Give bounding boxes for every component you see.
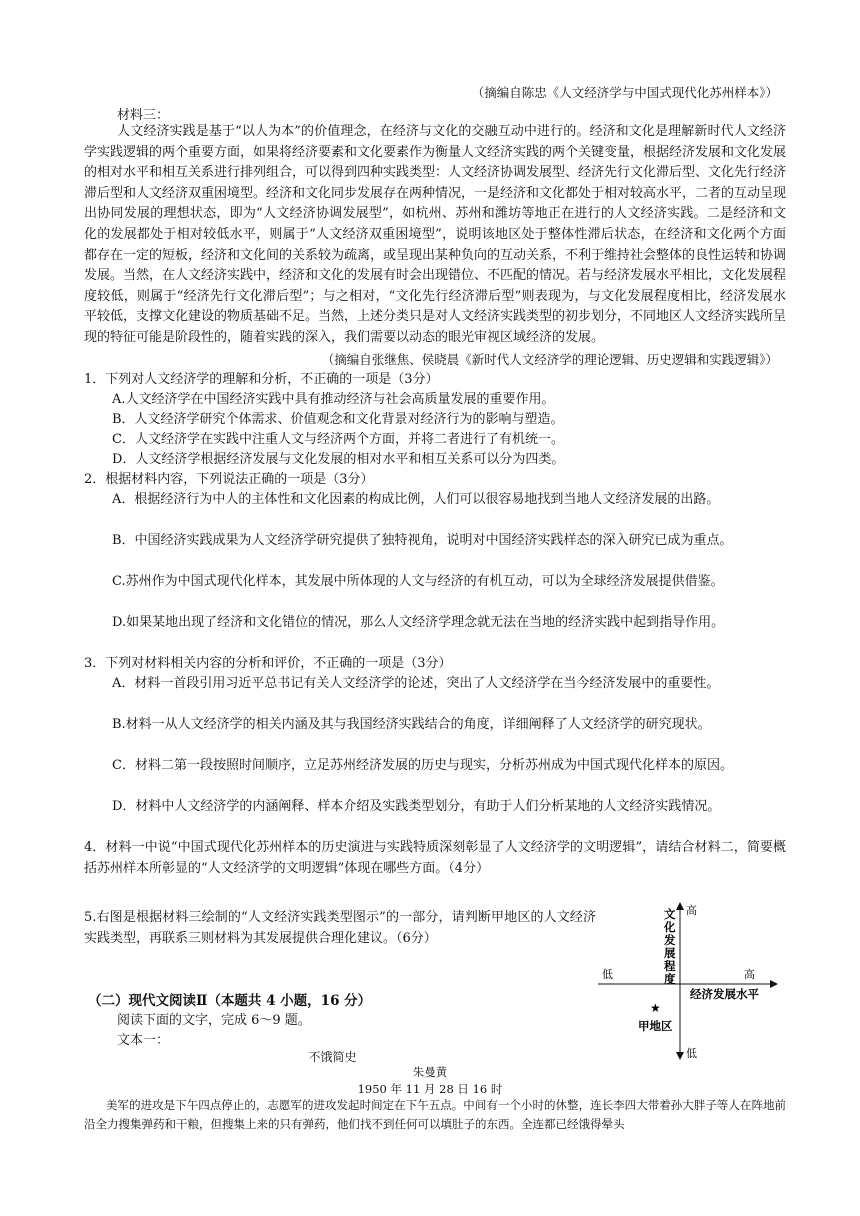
region-jia-label: 甲地区 [638,1019,673,1033]
practice-type-diagram [598,900,778,1062]
question-2-option-b: B．中国经济实践成果为人文经济学研究提供了独特视角，说明对中国经济实践样态的深入研究已成为重点。 [112,533,733,548]
question-3-option-d: D．材料中人文经济学的内涵阐释、样本介绍及实践类型划分，有助于人们分析某地的人文经济实践情况。 [112,799,721,814]
question-3-option-a: A．材料一首段引用习近平总书记有关人文经济学的论述，突出了人文经济学在当今经济发展中的重要性。 [112,676,720,691]
section-2-heading: （二）现代文阅读Ⅱ（本题共 4 小题，16 分） [88,993,372,1009]
story-title: 不饿简史 [308,1050,357,1064]
y-axis-label: 文化发展程度 [664,907,676,986]
material3-heading: 材料三： [117,108,170,123]
material3-paragraph [84,122,786,349]
x-axis-low-label: 低 [602,968,613,981]
y-axis-high-label: 高 [686,904,697,917]
text-one-label: 文本一： [117,1033,170,1048]
question-4-stem: 4．材料一中说“中国式现代化苏州样本的历史演进与实践特质深刻彰显了人文经济学的文明逻辑”，请结合材料二，简要概括苏州样本所彰显的“人文经济学的文明逻辑”体现在哪些方面。（4分） [84,840,786,876]
story-date: 1950 年 11 月 28 日 16 时 [357,1082,503,1096]
question-3-option-b: B.材料一从人文经济学的相关内涵及其与我国经济实践结合的角度，详细阐释了人文经济学的研究现状。 [112,717,711,732]
x-axis-high-label: 高 [744,968,755,981]
region-jia-marker: ★ [650,1001,661,1015]
question-5-stem: 5.右图是根据材料三绘制的“人文经济实践类型图示”的一部分，请判断甲地区的人文经济实践类型，再联系三则材料为其发展提供合理化建议。（6分） [84,910,596,946]
x-axis-label: 经济发展水平 [690,987,759,1001]
question-2-stem: 2．根据材料内容，下列说法正确的一项是（3分） [84,472,374,487]
question-2-option-a: A．根据经济行为中人的主体性和文化因素的构成比例，人们可以很容易地找到当地人文经济发展的出路。 [112,492,720,507]
question-1-option-c: C．人文经济学在实践中注重人文与经济两个方面，并将二者进行了有机统一。 [112,432,564,447]
question-3-option-c: C．材料二第一段按照时间顺序，立足苏州经济发展的历史与现实，分析苏州成为中国式现代化样本的原因。 [112,758,733,773]
question-2-option-d: D.如果某地出现了经济和文化错位的情况，那么人文经济学理念就无法在当地的经济实践中起到指导作用。 [112,615,725,630]
source-citation-1: （摘编自陈忠《人文经济学与中国式现代化苏州样本》） [471,85,778,100]
story-paragraph [84,1096,786,1134]
story-body: 美军的进攻是下午四点停止的，志愿军的进攻发起时间定在下午五点。中间有一个小时的休整，连长李四大带着孙大胖子等人在阵地前沿全力搜集弹药和干粮，但搜集上来的只有弹药，他们找不到任何可以填肚子的东西。全连都已经饿得晕头 [84,1098,786,1131]
question-1-option-d: D．人文经济学根据经济发展与文化发展的相对水平和相互关系可以分为四类。 [112,452,565,467]
question-1-stem: 1．下列对人文经济学的理解和分析，不正确的一项是（3分） [84,372,439,387]
question-2-option-c: C.苏州作为中国式现代化样本，其发展中所体现的人文与经济的有机互动，可以为全球经济发展提供借鉴。 [112,574,724,589]
material3-body: 人文经济实践是基于“以人为本”的价值理念，在经济与文化的交融互动中进行的。经济和文化是理解新时代人文经济学实践逻辑的两个重要方面，如果将经济要素和文化要素作为衡量人文经济实践的两个关键变量，根据经济发展和文化发展的相对水平和相互关系进行排列组合，可以得到四种实践类型：人文经济协调发展型、经济先行文化滞后型、文化先行经济滞后型和人文经济双重困境型。经济和文化同步发展存在两种情况，一是经济和文化都处于相对较高水平，二者的互动呈现出协同发展的理想状态，即为“人文经济协调发展型”，如杭州、苏州和潍坊等地正在进行的人文经济实践。二是经济和文化的发展都处于相对较低水平，则属于“人文经济双重困境型”，说明该地区处于整体性滞后状态，在经济和文化两个方面都存在一定的短板，经济和文化间的关系较为疏离，或呈现出某种负向的互动关系，不利于维持社会整体的良性运转和协调发展。当然，在人文经济实践中，经济和文化的发展有时会出现错位、不匹配的情况。若与经济发展水平相比，文化发展程度较低，则属于“经济先行文化滞后型”；与之相对，“文化先行经济滞后型”则表现为，与文化发展程度相比，经济发展水平较低，支撑文化建设的物质基础不足。当然，上述分类只是对人文经济实践类型的初步划分，不同地区人文经济实践所呈现的特征可能是阶段性的，随着实践的深入，我们需要以动态的眼光审视区域经济的发展。 [84,124,787,345]
section-2-instruction: 阅读下面的文字，完成 6～9 题。 [117,1013,311,1028]
question-1-option-b: B．人文经济学研究个体需求、价值观念和文化背景对经济行为的影响与塑造。 [112,412,564,427]
story-author: 朱曼黄 [412,1065,448,1079]
source-citation-3: （摘编自张继焦、侯晓晨《新时代人文经济学的理论逻辑、历史逻辑和实践逻辑》） [321,352,778,367]
y-axis-low-label: 低 [686,1047,697,1060]
question-3-stem: 3．下列对材料相关内容的分析和评价，不正确的一项是（3分） [84,656,452,671]
question-1-option-a: A.人文经济学在中国经济实践中具有推动经济与社会高质量发展的重要作用。 [112,392,555,407]
